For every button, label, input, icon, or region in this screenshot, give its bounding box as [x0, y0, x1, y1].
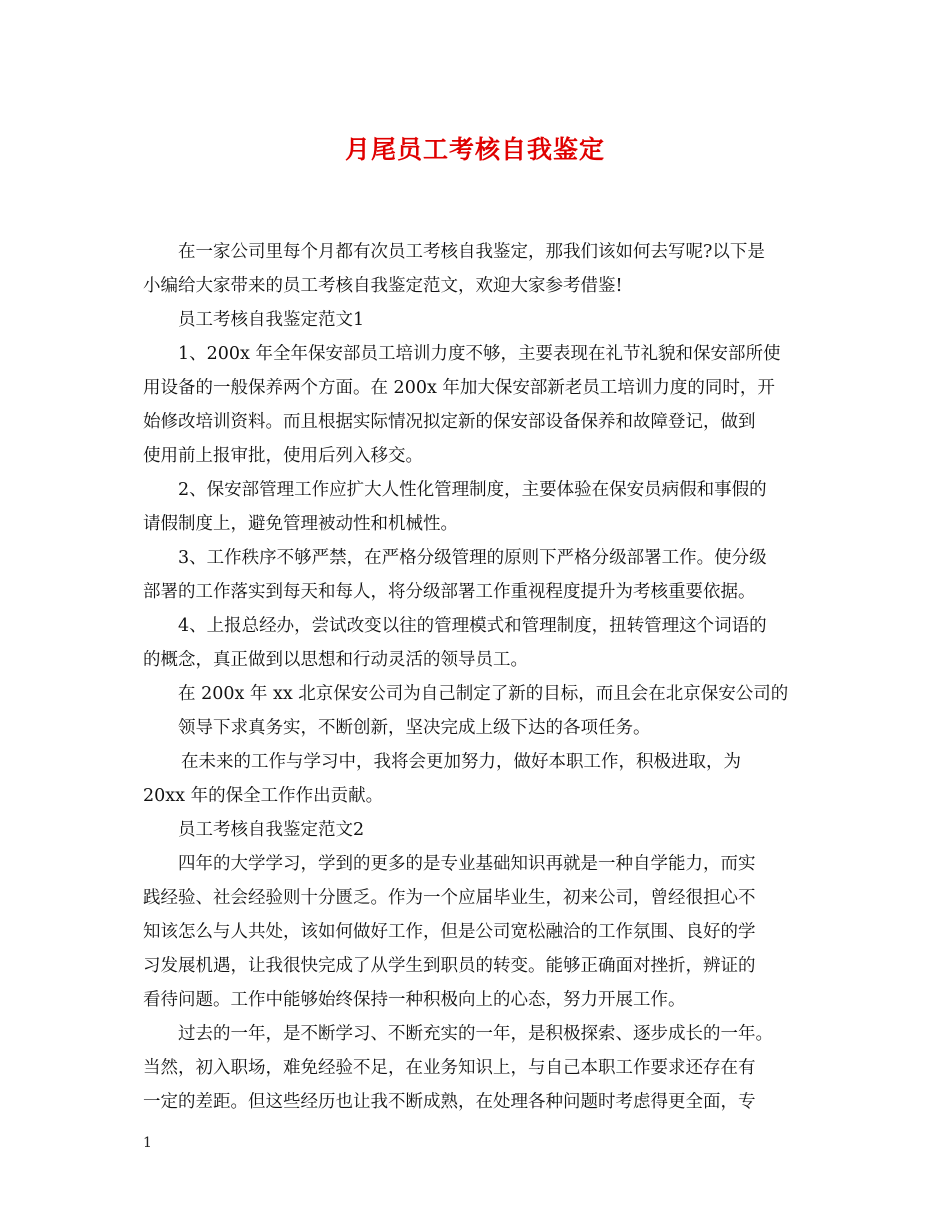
- page-number: 1: [143, 1135, 152, 1151]
- paragraph-line: 当然，初入职场，难免经验不足，在业务知识上，与自己本职工作要求还存在有: [143, 1058, 756, 1078]
- paragraph-line: 2、保安部管理工作应扩大人性化管理制度，主要体验在保安员病假和事假的: [178, 480, 767, 500]
- paragraph-line: 4、上报总经办，尝试改变以往的管理模式和管理制度，扭转管理这个词语的: [178, 616, 767, 636]
- paragraph-line: 1、200x 年全年保安部员工培训力度不够，主要表现在礼节礼貌和保安部所使: [178, 344, 781, 364]
- paragraph-line: 3、工作秩序不够严禁，在严格分级管理的原则下严格分级部署工作。使分级: [178, 548, 767, 568]
- document-title: 月尾员工考核自我鉴定: [344, 135, 605, 164]
- paragraph-line: 使用前上报审批，使用后列入移交。: [143, 446, 423, 466]
- paragraph-line: 在未来的工作与学习中，我将会更加努力，做好本职工作，积极进取，为: [181, 752, 741, 772]
- paragraph-line: 用设备的一般保养两个方面。在 200x 年加大保安部新老员工培训力度的同时，开: [143, 378, 775, 398]
- paragraph-line: 在一家公司里每个月都有次员工考核自我鉴定，那我们该如何去写呢?以下是: [178, 242, 765, 262]
- paragraph-line: 一定的差距。但这些经历也让我不断成熟，在处理各种问题时考虑得更全面，专: [143, 1092, 756, 1112]
- paragraph-line: 知该怎么与人共处，该如何做好工作，但是公司宽松融洽的工作氛围、良好的学: [143, 922, 756, 942]
- section-heading: 员工考核自我鉴定范文1: [178, 310, 365, 330]
- paragraph-line: 部署的工作落实到每天和每人，将分级部署工作重视程度提升为考核重要依据。: [143, 582, 756, 602]
- paragraph-line: 请假制度上，避免管理被动性和机械性。: [143, 514, 458, 534]
- section-heading: 员工考核自我鉴定范文2: [178, 820, 365, 840]
- paragraph-line: 在 200x 年 xx 北京保安公司为自己制定了新的目标，而且会在北京保安公司的: [178, 684, 789, 704]
- paragraph-line: 过去的一年，是不断学习、不断充实的一年，是积极探索、逐步成长的一年。: [178, 1024, 773, 1044]
- paragraph-line: 领导下求真务实，不断创新，坚决完成上级下达的各项任务。: [178, 718, 651, 738]
- paragraph-line: 始修改培训资料。而且根据实际情况拟定新的保安部设备保养和故障登记，做到: [143, 412, 756, 432]
- paragraph-line: 看待问题。工作中能够始终保持一种积极向上的心态，努力开展工作。: [143, 990, 686, 1010]
- paragraph-line: 四年的大学学习，学到的更多的是专业基础知识再就是一种自学能力，而实: [178, 854, 756, 874]
- paragraph-line: 20xx 年的保全工作作出贡献。: [143, 786, 384, 806]
- paragraph-line: 小编给大家带来的员工考核自我鉴定范文，欢迎大家参考借鉴!: [143, 276, 623, 296]
- paragraph-line: 的概念，真正做到以思想和行动灵活的领导员工。: [143, 650, 528, 670]
- paragraph-line: 习发展机遇，让我很快完成了从学生到职员的转变。能够正确面对挫折，辨证的: [143, 956, 756, 976]
- paragraph-line: 践经验、社会经验则十分匮乏。作为一个应届毕业生，初来公司，曾经很担心不: [143, 888, 756, 908]
